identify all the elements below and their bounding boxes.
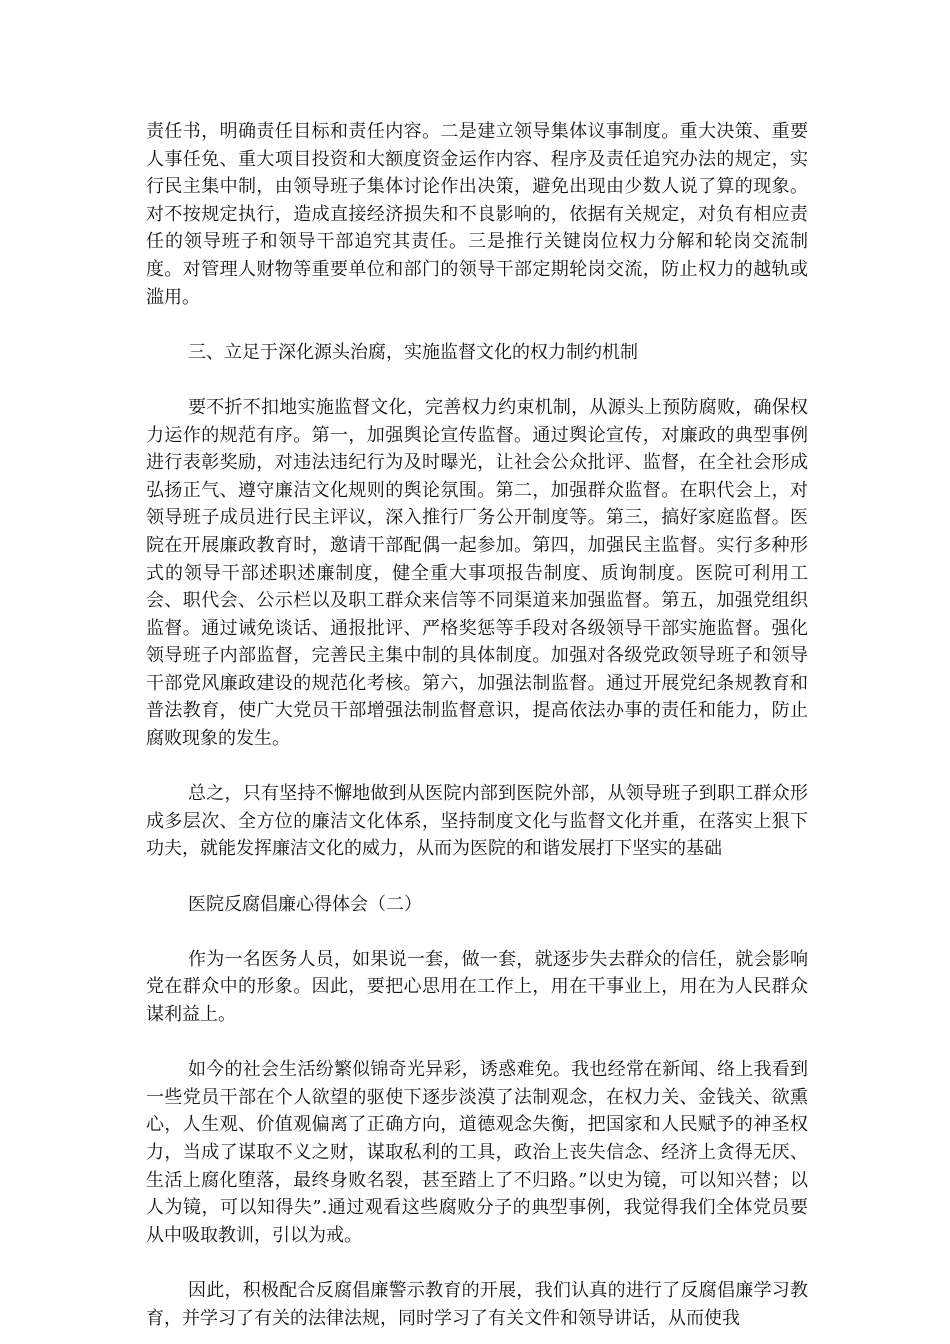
paragraph-supervision: 要不折不扣地实施监督文化，完善权力约束机制，从源头上预防腐败，确保权力运作的规范有序。第一，加强舆论宣传监督。通过舆论宣传，对廉政的典型事例进行表彰奖励，对违法违纪行为及时曝光，让社会公众批评、监督，在全社会形成弘扬正气、遵守廉洁文化规则的舆论氛围。第二，加强群众监督。在职代会上，对领导班子成员进行民主评议，深入推行厂务公开制度等。第三，搞好家庭监督。医院在开展廉政教育时，邀请干部配偶一起参加。第四，加强民主监督。实行多种形式的领导干部述职述廉制度，健全重大事项报告制度、质询制度。医院可利用工会、职代会、公示栏以及职工群众来信等不同渠道来加强监督。第五，加强党组织监督。通过诫免谈话、通报批评、严格奖惩等手段对各级领导干部实施监督。强化领导班子内部监督，完善民主集中制的具体制度。加强对各级党政领导班子和领导干部党风廉政建设的规范化考核。第六，加强法制监督。通过开展党纪条规教育和普法教育，使广大党员干部增强法制监督意识，提高依法办事的责任和能力，防止腐败现象的发生。 (146, 396, 808, 750)
document-body (146, 118, 808, 1332)
paragraph-conclusion: 总之，只有坚持不懈地做到从医院内部到医院外部，从领导班子到职工群众形成多层次、全方位的廉洁文化体系，坚持制度文化与监督文化并重，在落实上狠下功夫，就能发挥廉洁文化的威力，从而为医院的和谐发展打下坚实的基础 (146, 783, 808, 860)
paragraph-social-life: 如今的社会生活纷繁似锦奇光异彩，诱惑难免。我也经常在新闻、络上我看到一些党员干部在个人欲望的驱使下逐步淡漠了法制观念，在权力关、金钱关、欲熏心，人生观、价值观偏离了正确方向，道德观念失衡，把国家和人民赋予的神圣权力，当成了谋取不义之财，谋取私利的工具，政治上丧失信念、经济上贪得无厌、生活上腐化堕落，最终身败名裂，甚至踏上了不归路。”以史为镜，可以知兴替；以人为镜，可以知得失”.通过观看这些腐败分子的典型事例，我觉得我们全体党员要从中吸取教训，引以为戒。 (146, 1059, 808, 1246)
paragraph-responsibility-system: 责任书，明确责任目标和责任内容。二是建立领导集体议事制度。重大决策、重要人事任免、重大项目投资和大额度资金运作内容、程序及责任追究办法的规定，实行民主集中制，由领导班子集体讨论作出决策，避免出现由少数人说了算的现象。对不按规定执行，造成直接经济损失和不良影响的，依据有关规定，对负有相应责任的领导班子和领导干部追究其责任。三是推行关键岗位权力分解和轮岗交流制度。对管理人财物等重要单位和部门的领导干部定期轮岗交流，防止权力的越轨或滥用。 (146, 121, 808, 308)
paragraph-therefore: 因此，积极配合反腐倡廉警示教育的开展，我们认真的进行了反腐倡廉学习教育，并学习了有关的法律法规，同时学习了有关文件和领导讲话，从而使我 (146, 1279, 808, 1329)
paragraph-medical-staff: 作为一名医务人员，如果说一套，做一套，就逐步失去群众的信任，就会影响党在群众中的形象。因此，要把心思用在工作上，用在干事业上，用在为人民群众谋利益上。 (146, 948, 808, 1025)
article-title-two: 医院反腐倡廉心得体会（二） (188, 893, 422, 915)
section-heading-three: 三、立足于深化源头治腐，实施监督文化的权力制约机制 (188, 341, 638, 363)
